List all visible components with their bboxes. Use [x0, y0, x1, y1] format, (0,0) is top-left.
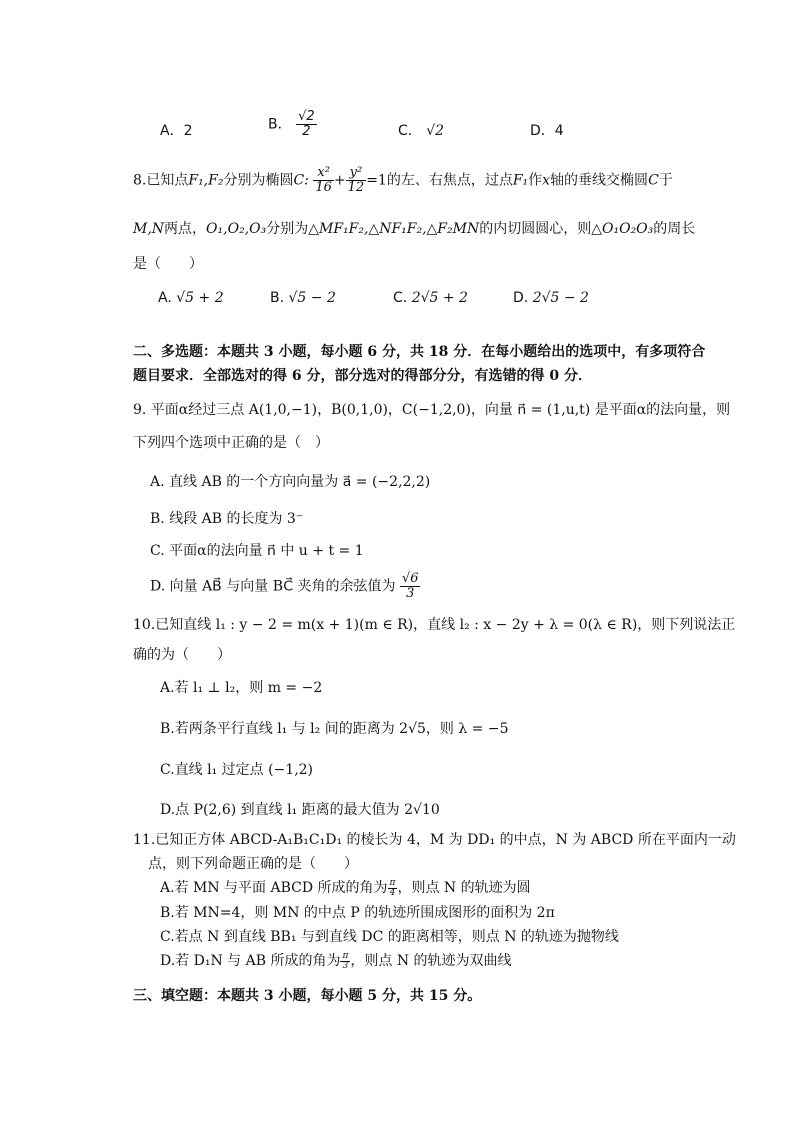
q9-option-d-text: D. 向量 AB⃗ 与向量 BC⃗ 夹角的余弦值为 [150, 578, 396, 595]
q11-option-c: C.若点 N 到直线 BB₁ 与到直线 DC 的距离相等，则点 N 的轨迹为抛物线 [160, 929, 619, 945]
q9-option-a: A. 直线 AB 的一个方向向量为 a⃗ = (−2,2,2) [150, 474, 431, 490]
q8-line-1 [133, 166, 673, 195]
q8-frac1-den: 16 [315, 180, 332, 195]
q11-option-a-num: π [389, 877, 396, 888]
q11-option-d-text: D.若 D₁N 与 AB 所成的角为 [160, 953, 341, 969]
q7-option-a: A．2 [160, 123, 193, 139]
q9-line-2: 下列四个选项中正确的是（ ） [133, 435, 329, 451]
q8-line-3: 是（ ） [133, 256, 203, 272]
q7-option-c-label: C． [398, 123, 422, 139]
q11-option-d-num: π [342, 950, 349, 961]
section2-heading-line1: 二、多选题：本题共 3 小题，每小题 6 分，共 18 分．在每小题给出的选项中，有多项符合 [133, 344, 706, 360]
q8-line2-c: 的内切圆圆心，则 [479, 221, 592, 237]
q8-option-a-label: A. [158, 290, 172, 306]
q8-c2: C [648, 172, 659, 189]
q8-option-a [158, 290, 224, 306]
q8-text-mid: 分别为椭圆 [223, 172, 294, 189]
q11-option-d-den: 3 [342, 960, 349, 971]
q8-fraction-2 [346, 166, 367, 195]
q8-eq: =1 [366, 172, 387, 189]
q10-line-1: 10.已知直线 l₁ : y − 2 = m(x + 1)(m ∈ R)，直线 l₂ : x − 2y + λ = 0(λ ∈ R)，则下列说法正 [133, 617, 736, 633]
q8-text-end: 于 [658, 172, 673, 189]
q8-text-post2: 作 [528, 172, 543, 189]
q9-line-1: 9. 平面α经过三点 A(1,0,−1)，B(0,1,0)，C(−1,2,0)，向量 n⃗ = (1,u,t) 是平面α的法向量，则 [133, 402, 731, 418]
q11-option-a-post: ，则点 N 的轨迹为圆 [397, 880, 531, 896]
q7-option-c-value: √2 [426, 123, 445, 139]
q8-frac1-num: x² [313, 166, 334, 181]
q8-option-d-label: D. [513, 290, 529, 306]
q8-frac2-den: 12 [347, 180, 365, 195]
q8-frac2-num: y² [346, 166, 367, 181]
q8-triangle-o: △O₁O₂O₃ [591, 221, 654, 237]
q7-option-b [268, 110, 317, 139]
q7-option-b-num: √2 [298, 109, 315, 124]
q8-option-b [270, 290, 336, 306]
q11-option-a-den: 4 [389, 887, 396, 898]
q7-option-b-fraction [296, 110, 317, 139]
q8-x: x [542, 172, 551, 189]
q11-line-2: 点，则下列命题正确的是（ ） [148, 856, 358, 872]
q7-option-b-den: 2 [302, 124, 311, 139]
section2-heading-line2: 题目要求．全部选对的得 6 分，部分选对的得部分分，有选错的得 0 分． [133, 368, 592, 384]
q8-option-d-value: 2√5 − 2 [532, 290, 589, 306]
q9-option-d-den: 3 [406, 586, 415, 601]
q8-centers: O₁,O₂,O₃ [206, 221, 267, 237]
q7-option-b-label: B． [268, 116, 292, 133]
q8-triangles: △MF₁F₂,△NF₁F₂,△F₂MN [308, 221, 480, 237]
q8-line-2 [133, 219, 695, 239]
q8-option-a-value: √5 + 2 [176, 290, 224, 306]
q11-option-b: B.若 MN=4，则 MN 的中点 P 的轨迹所围成图形的面积为 2π [160, 905, 555, 921]
q8-plus: + [333, 172, 346, 189]
q9-option-c: C. 平面α的法向量 n⃗ 中 u + t = 1 [150, 543, 364, 559]
q7-option-d: D．4 [530, 123, 564, 139]
q8-prefix: 8.已知点 [133, 172, 189, 189]
q9-option-d [150, 572, 420, 601]
q11-option-a [160, 878, 531, 898]
q10-line-2: 确的为（ ） [133, 647, 231, 663]
q8-line2-a: 两点， [164, 221, 207, 237]
q10-option-c: C.直线 l₁ 过定点 (−1,2) [160, 762, 314, 778]
q11-option-a-fraction [388, 879, 398, 898]
q8-option-d [513, 290, 589, 306]
q10-option-d: D.点 P(2,6) 到直线 l₁ 距离的最大值为 2√10 [160, 802, 440, 818]
q8-text-post: 的左、右焦点，过点 [386, 172, 513, 189]
q8-foci: F₁,F₂ [188, 172, 224, 189]
q11-option-d-fraction [340, 952, 350, 971]
q9-option-d-num: √6 [401, 571, 419, 586]
q7-option-c [398, 120, 444, 140]
q9-option-d-fraction [400, 572, 421, 601]
q8-text-post3: 轴的垂线交椭圆 [550, 172, 649, 189]
section3-heading: 三、填空题：本题共 3 小题，每小题 5 分，共 15 分。 [133, 988, 482, 1004]
q8-f1: F₁ [512, 172, 529, 189]
q9-option-b: B. 线段 AB 的长度为 3⁻ [150, 511, 304, 527]
q8-line2-d: 的周长 [653, 221, 696, 237]
q10-option-a: A.若 l₁ ⊥ l₂，则 m = −2 [160, 680, 323, 696]
q11-option-a-text: A.若 MN 与平面 ABCD 所成的角为 [160, 880, 388, 896]
q8-line2-b: 分别为 [266, 221, 309, 237]
q11-option-d [160, 951, 512, 971]
q8-ellipse-name: C: [293, 172, 309, 189]
q8-option-b-value: √5 − 2 [288, 290, 336, 306]
q8-mn: M,N [133, 221, 165, 237]
q11-option-d-post: ，则点 N 的轨迹为双曲线 [350, 953, 512, 969]
q11-line-1: 11.已知正方体 ABCD-A₁B₁C₁D₁ 的棱长为 4，M 为 DD₁ 的中点，N 为 ABCD 所在平面内一动 [133, 832, 736, 848]
q8-fraction-1 [313, 166, 334, 195]
q8-option-c-label: C. [393, 290, 408, 306]
q8-option-c-value: 2√5 + 2 [411, 290, 468, 306]
q8-option-b-label: B. [270, 290, 285, 306]
q10-option-b: B.若两条平行直线 l₁ 与 l₂ 间的距离为 2√5，则 λ = −5 [160, 721, 509, 737]
q8-option-c [393, 290, 468, 306]
